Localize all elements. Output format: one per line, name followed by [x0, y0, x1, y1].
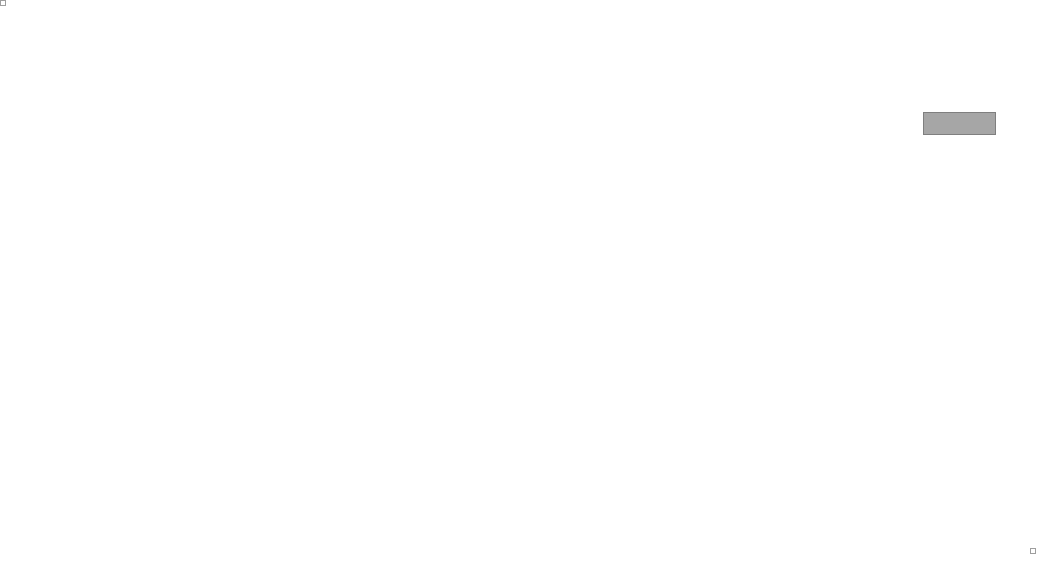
- corner-handle-bottom-right[interactable]: [1030, 548, 1036, 554]
- process-chart-sheet: [7, 6, 1030, 548]
- corner-handle-top-left[interactable]: [0, 0, 6, 6]
- shaded-cell: [923, 112, 996, 135]
